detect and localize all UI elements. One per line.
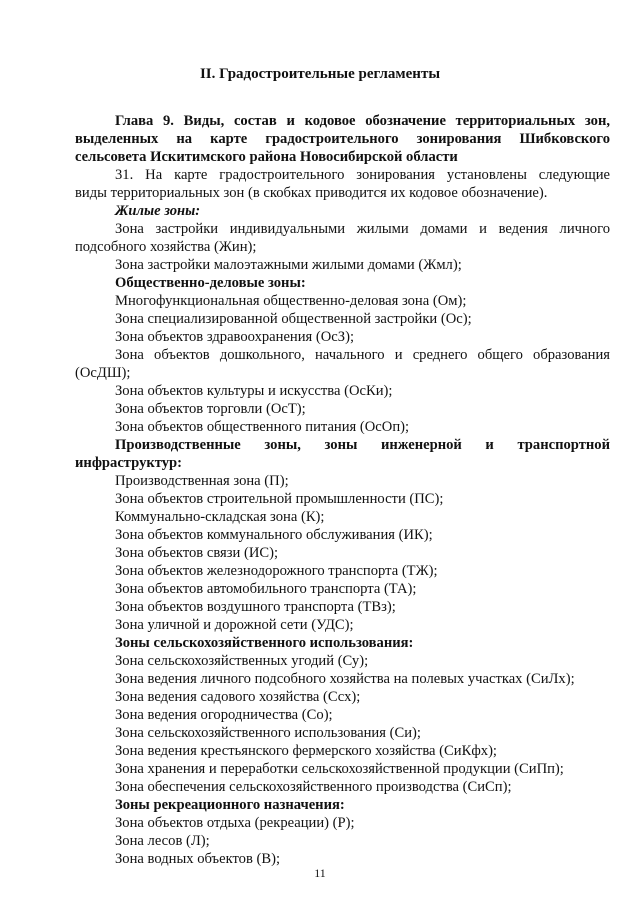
document-body bbox=[75, 112, 610, 868]
zone-item: Зона водных объектов (В); bbox=[115, 851, 281, 867]
industrial-zones-heading-continuation: инфраструктур: bbox=[75, 455, 183, 471]
section-title: II. Градостроительные регламенты bbox=[199, 66, 441, 82]
page-number: 11 bbox=[314, 866, 326, 880]
zone-item: Зона ведения садового хозяйства (Ссх); bbox=[115, 689, 361, 705]
chapter-heading-line: Глава 9. Виды, состав и кодовое обозначение территориальных зон, bbox=[115, 113, 610, 129]
zone-item: Зона объектов отдыха (рекреации) (Р); bbox=[115, 815, 355, 831]
zone-item: Зона объектов автомобильного транспорта (ТА); bbox=[115, 581, 417, 597]
zone-item: Зона застройки индивидуальными жилыми домами и ведения личного bbox=[115, 221, 610, 237]
agricultural-zones-heading: Зоны сельскохозяйственного использования: bbox=[115, 635, 414, 651]
zone-item: Зона объектов торговли (ОсТ); bbox=[115, 401, 306, 417]
zone-item: Зона обеспечения сельскохозяйственного производства (СиСп); bbox=[115, 779, 512, 795]
zone-item-continuation: (ОсДШ); bbox=[75, 365, 131, 381]
recreational-zones-heading: Зоны рекреационного назначения: bbox=[115, 797, 345, 813]
zone-item: Зона объектов дошкольного, начального и среднего общего образования bbox=[115, 347, 610, 363]
zone-item: Коммунально-складская зона (К); bbox=[115, 509, 325, 525]
zone-item: Зона объектов здравоохранения (ОсЗ); bbox=[115, 329, 355, 345]
chapter-heading-line: сельсовета Искитимского района Новосибирской области bbox=[75, 149, 458, 165]
zone-item: Зона специализированной общественной застройки (Ос); bbox=[115, 311, 472, 327]
zone-item: Зона хранения и переработки сельскохозяйственной продукции (СиПп); bbox=[115, 761, 564, 777]
zone-item: Зона сельскохозяйственных угодий (Су); bbox=[115, 653, 369, 669]
residential-zones-heading: Жилые зоны: bbox=[115, 203, 201, 219]
industrial-zones-heading: Производственные зоны, зоны инженерной и транспортной bbox=[115, 437, 610, 453]
clause-text-line: 31. На карте градостроительного зонирования установлены следующие bbox=[115, 167, 610, 183]
zone-item: Зона объектов железнодорожного транспорта (ТЖ); bbox=[115, 563, 438, 579]
zone-item: Зона объектов общественного питания (ОсОп); bbox=[115, 419, 410, 435]
zone-item: Зона объектов строительной промышленности (ПС); bbox=[115, 491, 444, 507]
zone-item: Многофункциональная общественно-деловая зона (Ом); bbox=[115, 293, 467, 309]
chapter-heading-line: выделенных на карте градостроительного зонирования Шибковского bbox=[75, 131, 610, 147]
zone-item: Зона объектов коммунального обслуживания (ИК); bbox=[115, 527, 433, 543]
zone-item: Зона объектов связи (ИС); bbox=[115, 545, 279, 561]
zone-item: Зона объектов культуры и искусства (ОсКи); bbox=[115, 383, 393, 399]
zone-item: Зона ведения личного подсобного хозяйства на полевых участках (СиЛх); bbox=[115, 671, 575, 687]
zone-item: Зона ведения крестьянского фермерского хозяйства (СиКфх); bbox=[115, 743, 497, 759]
zone-item: Зона объектов воздушного транспорта (ТВз); bbox=[115, 599, 396, 615]
zone-item: Зона сельскохозяйственного использования (Си); bbox=[115, 725, 421, 741]
public-zones-heading: Общественно-деловые зоны: bbox=[115, 275, 306, 291]
zone-item: Зона уличной и дорожной сети (УДС); bbox=[115, 617, 354, 633]
zone-item-continuation: подсобного хозяйства (Жин); bbox=[75, 239, 257, 255]
zone-item: Производственная зона (П); bbox=[115, 473, 289, 489]
zone-item: Зона ведения огородничества (Со); bbox=[115, 707, 333, 723]
clause-text-line: виды территориальных зон (в скобках приводится их кодовое обозначение). bbox=[75, 185, 548, 201]
zone-item: Зона застройки малоэтажными жилыми домами (Жмл); bbox=[115, 257, 462, 273]
zone-item: Зона лесов (Л); bbox=[115, 833, 210, 849]
